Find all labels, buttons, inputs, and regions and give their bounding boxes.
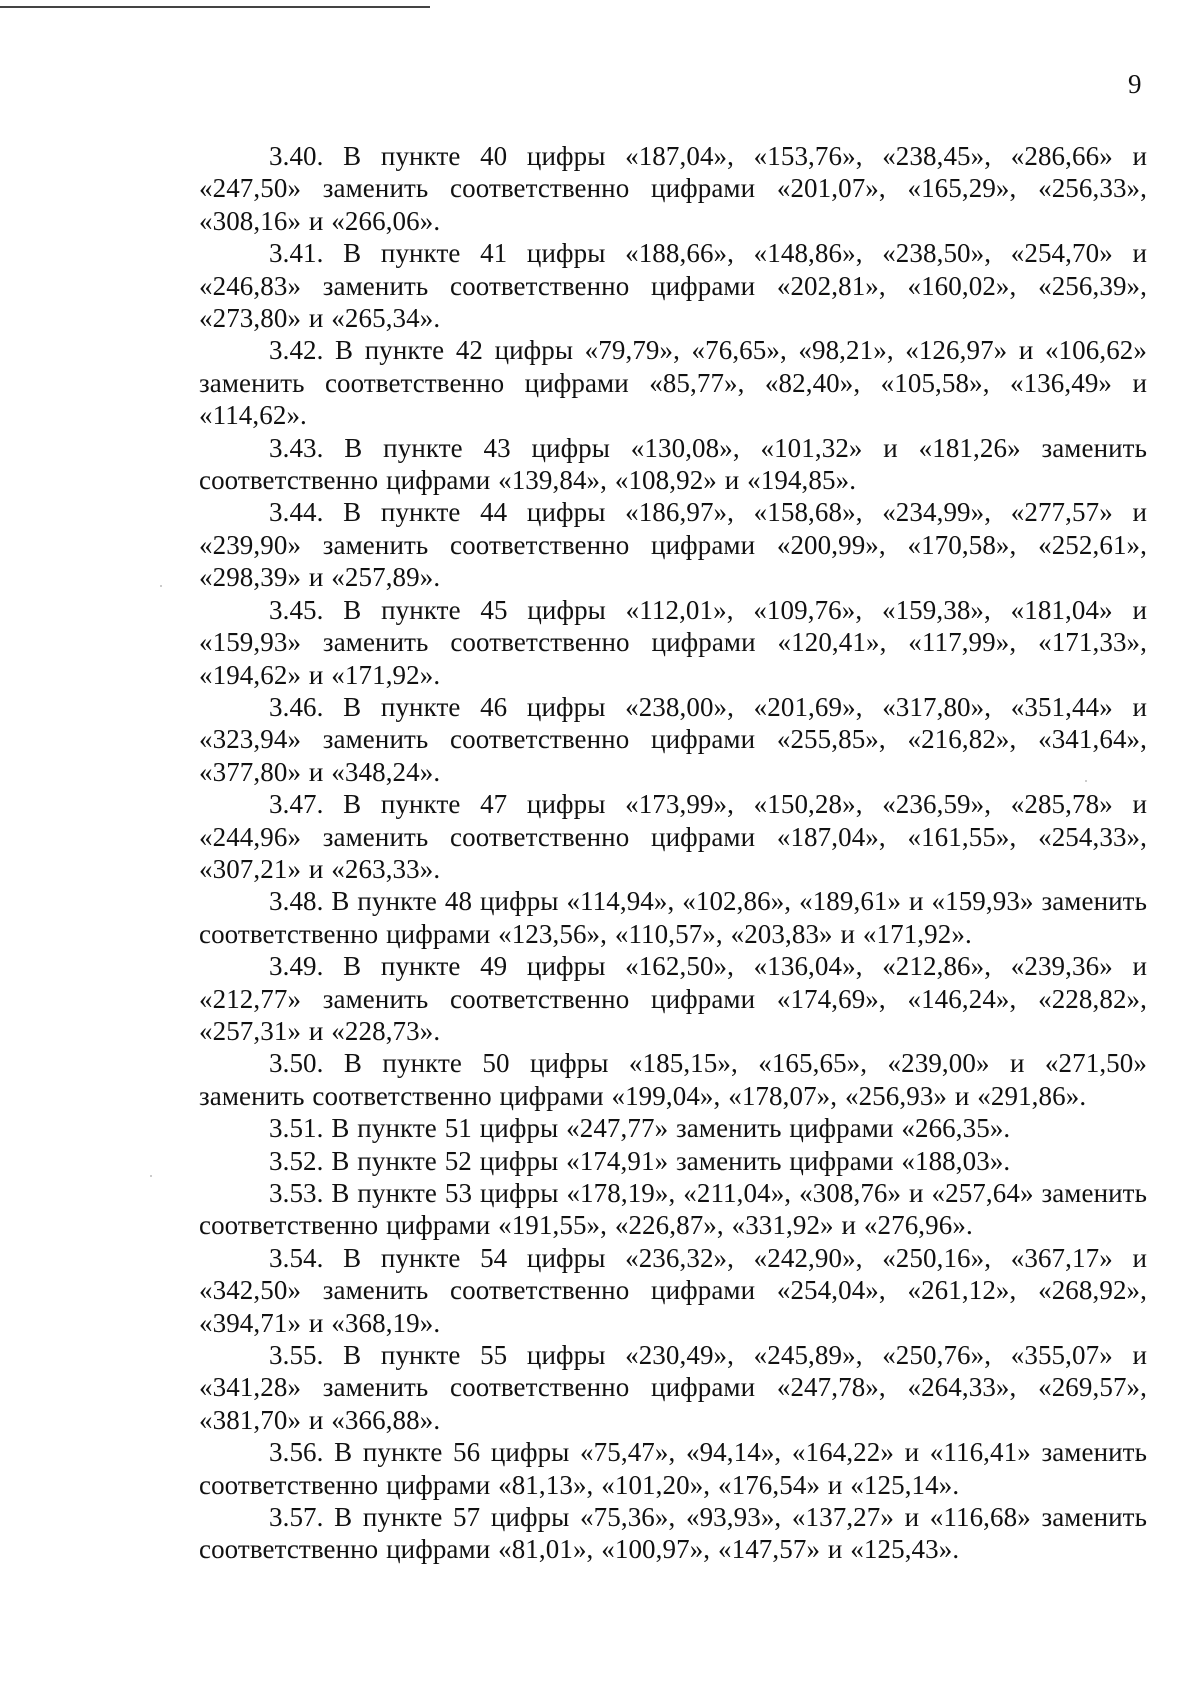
- paragraph-3-44: 3.44. В пункте 44 цифры «186,97», «158,68», «234,99», «277,57» и «239,90» заменить соответственно цифрами «200,99», «170,58», «252,61», «298,39» и «257,89».: [199, 497, 1147, 593]
- paragraph-3-41: 3.41. В пункте 41 цифры «188,66», «148,86», «238,50», «254,70» и «246,83» заменить соответственно цифрами «202,81», «160,02», «256,39», «273,80» и «265,34».: [199, 238, 1147, 334]
- scan-speck: [160, 585, 162, 587]
- document-body: [199, 140, 1147, 1566]
- paragraph-3-48: 3.48. В пункте 48 цифры «114,94», «102,86», «189,61» и «159,93» заменить соответственно цифрами «123,56», «110,57», «203,83» и «171,92».: [199, 886, 1147, 949]
- paragraph-3-46: 3.46. В пункте 46 цифры «238,00», «201,69», «317,80», «351,44» и «323,94» заменить соответственно цифрами «255,85», «216,82», «341,64», «377,80» и «348,24».: [199, 691, 1147, 787]
- paragraph-3-50: 3.50. В пункте 50 цифры «185,15», «165,65», «239,00» и «271,50» заменить соответственно цифрами «199,04», «178,07», «256,93» и «291,86».: [199, 1048, 1147, 1111]
- paragraph-3-49: 3.49. В пункте 49 цифры «162,50», «136,04», «212,86», «239,36» и «212,77» заменить соответственно цифрами «174,69», «146,24», «228,82», «257,31» и «228,73».: [199, 951, 1147, 1046]
- paragraph-3-40: 3.40. В пункте 40 цифры «187,04», «153,76», «238,45», «286,66» и «247,50» заменить соответственно цифрами «201,07», «165,29», «256,33», «308,16» и «266,06».: [199, 141, 1147, 236]
- paragraph-3-51: 3.51. В пункте 51 цифры «247,77» заменить цифрами «266,35».: [269, 1113, 1011, 1144]
- paragraph-3-47: 3.47. В пункте 47 цифры «173,99», «150,28», «236,59», «285,78» и «244,96» заменить соответственно цифрами «187,04», «161,55», «254,33», «307,21» и «263,33».: [199, 789, 1147, 884]
- paragraph-3-56: 3.56. В пункте 56 цифры «75,47», «94,14», «164,22» и «116,41» заменить соответственно цифрами «81,13», «101,20», «176,54» и «125,14».: [199, 1437, 1147, 1500]
- paragraph-3-54: 3.54. В пункте 54 цифры «236,32», «242,90», «250,16», «367,17» и «342,50» заменить соответственно цифрами «254,04», «261,12», «268,92», «394,71» и «368,19».: [199, 1242, 1147, 1338]
- scan-speck: [1085, 780, 1087, 782]
- paragraph-3-57: 3.57. В пункте 57 цифры «75,36», «93,93», «137,27» и «116,68» заменить соответственно цифрами «81,01», «100,97», «147,57» и «125,43».: [199, 1502, 1147, 1565]
- page-number: 9: [1128, 69, 1142, 99]
- paragraph-3-45: 3.45. В пункте 45 цифры «112,01», «109,76», «159,38», «181,04» и «159,93» заменить соответственно цифрами «120,41», «117,99», «171,33», «194,62» и «171,92».: [199, 594, 1147, 690]
- scan-speck: [150, 1175, 152, 1177]
- paragraph-3-42: 3.42. В пункте 42 цифры «79,79», «76,65», «98,21», «126,97» и «106,62» заменить соответственно цифрами «85,77», «82,40», «105,58», «136,49» и «114,62».: [199, 335, 1147, 431]
- paragraph-3-43: 3.43. В пункте 43 цифры «130,08», «101,32» и «181,26» заменить соответственно цифрами «139,84», «108,92» и «194,85».: [199, 432, 1147, 496]
- header-rule: [0, 6, 430, 8]
- paragraph-3-52: 3.52. В пункте 52 цифры «174,91» заменить цифрами «188,03».: [269, 1145, 1011, 1176]
- paragraph-3-55: 3.55. В пункте 55 цифры «230,49», «245,89», «250,76», «355,07» и «341,28» заменить соответственно цифрами «247,78», «264,33», «269,57», «381,70» и «366,88».: [199, 1340, 1147, 1435]
- paragraph-3-53: 3.53. В пункте 53 цифры «178,19», «211,04», «308,76» и «257,64» заменить соответственно цифрами «191,55», «226,87», «331,92» и «276,96».: [199, 1178, 1147, 1241]
